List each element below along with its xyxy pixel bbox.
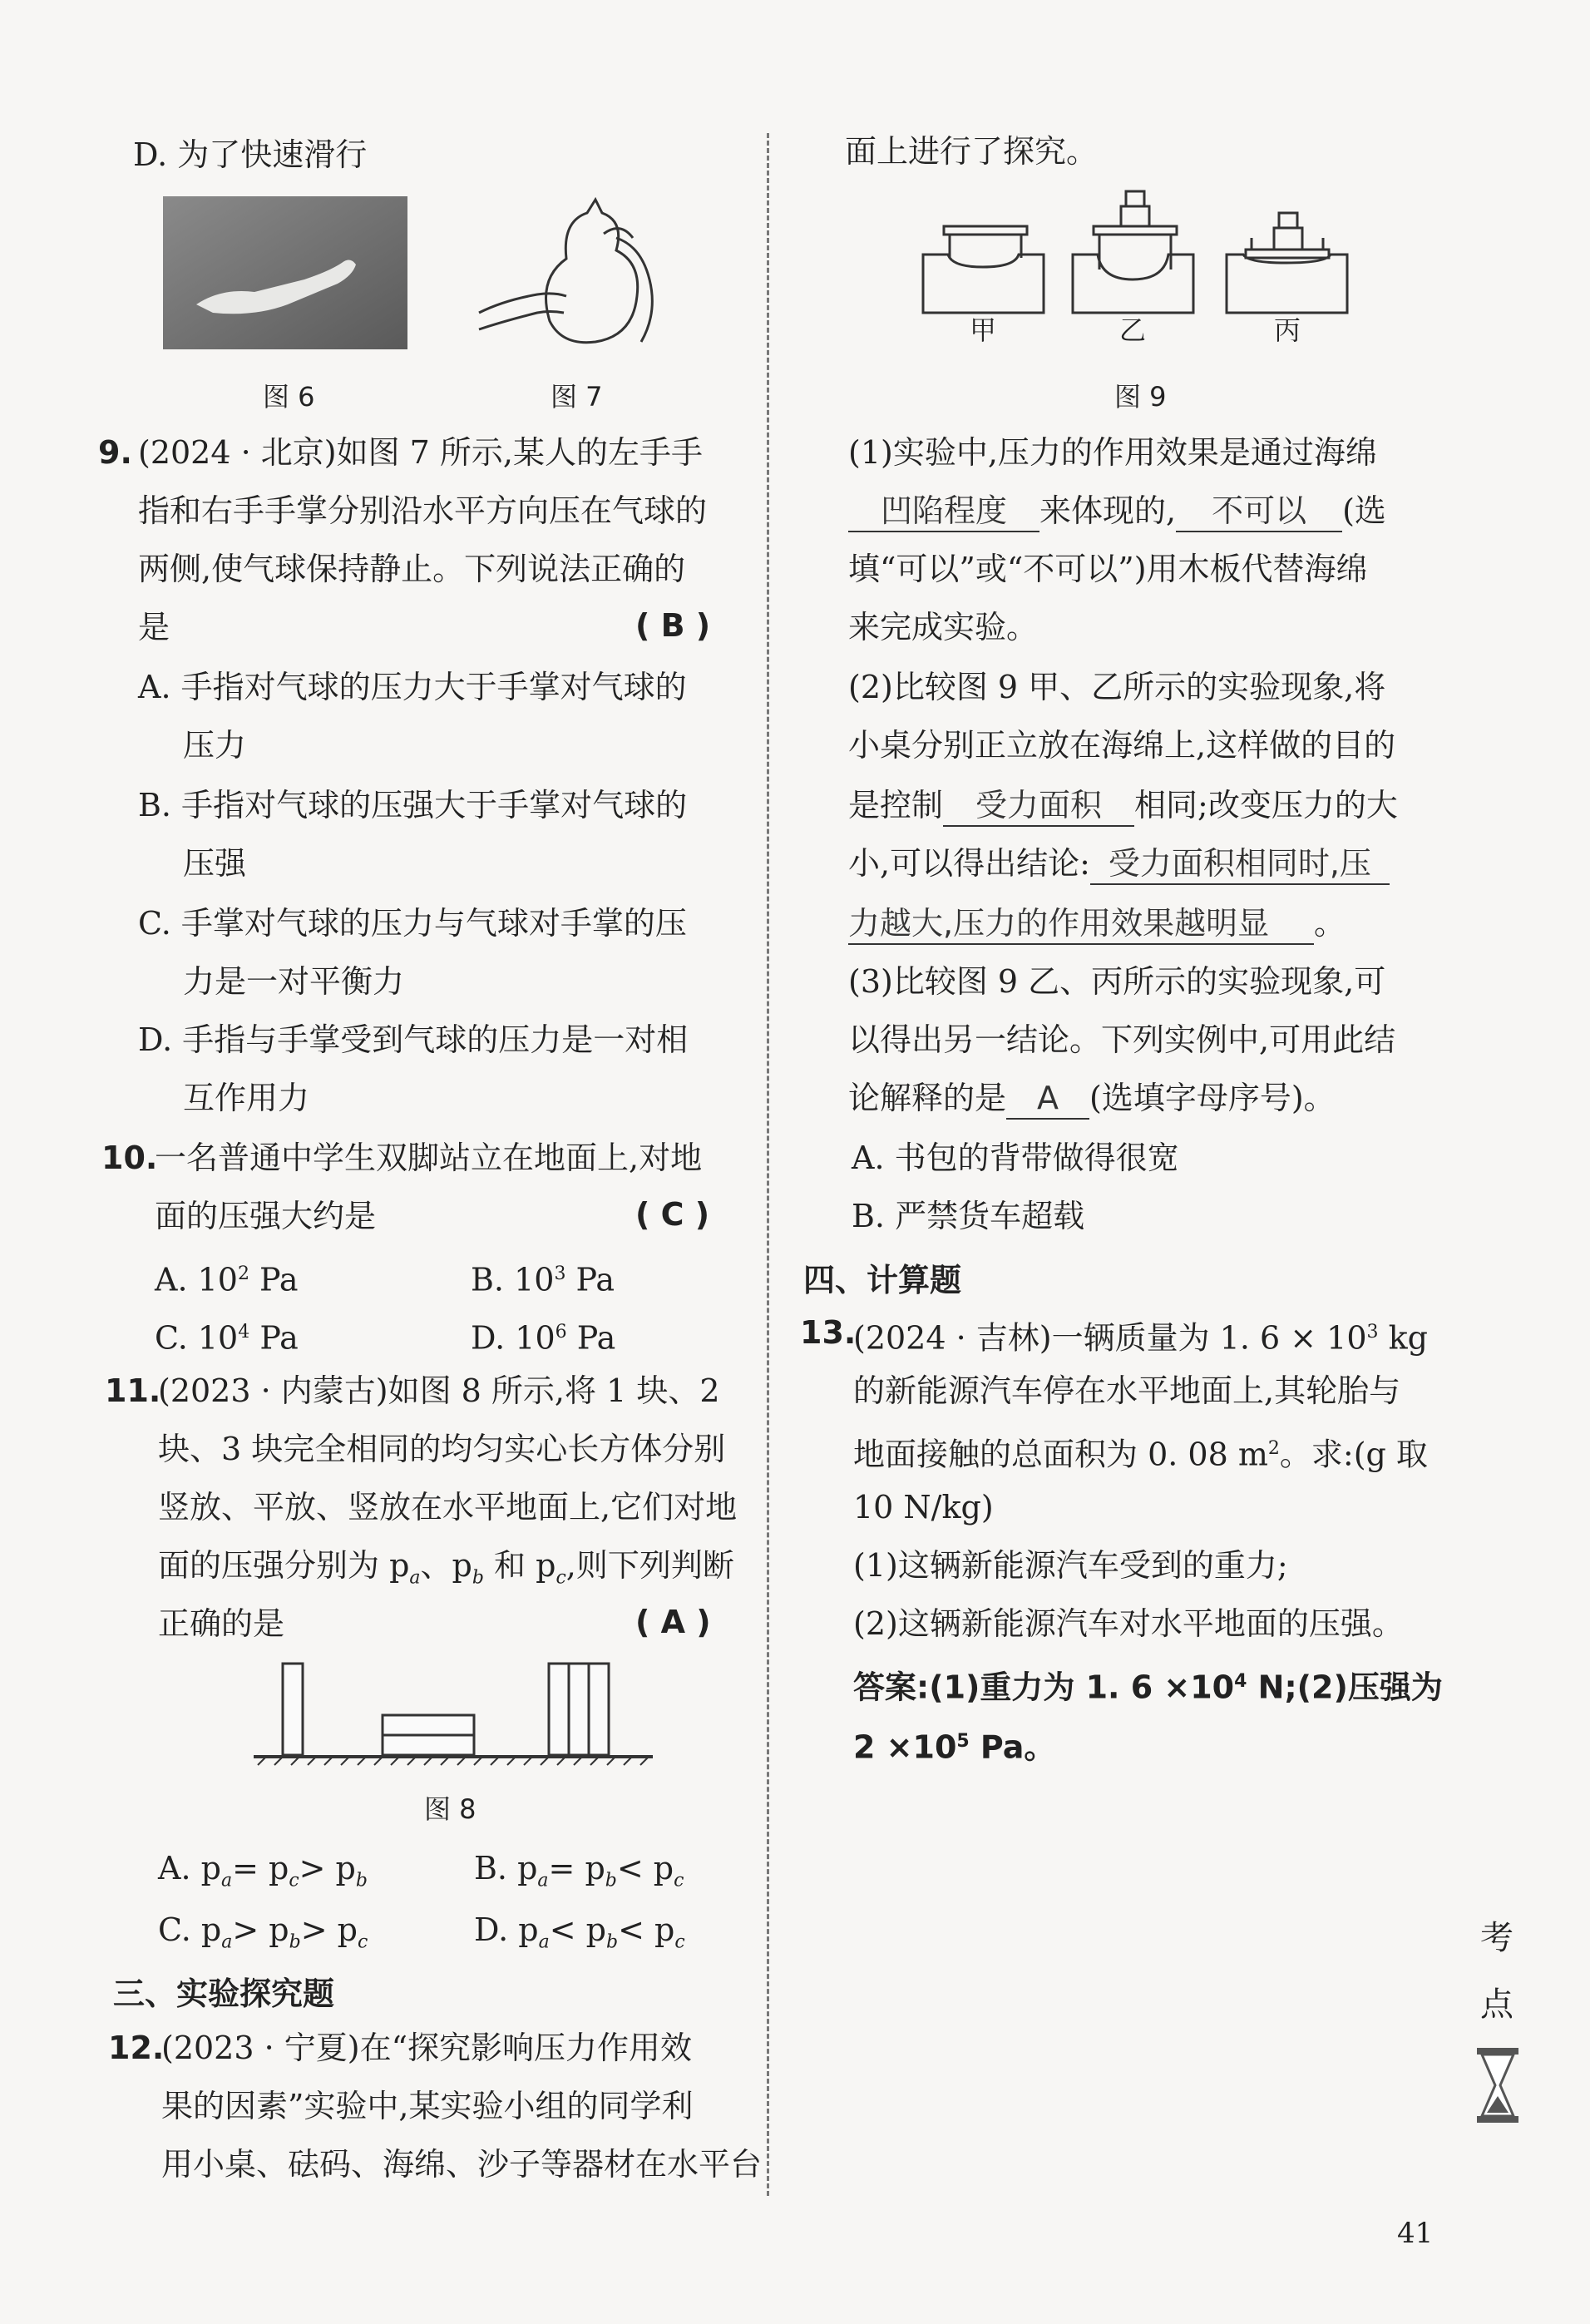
q11-line-4: 面的压强分别为 $p_a$、$p_b$ 和 $p_c$,则下列判断 [158, 1547, 734, 1589]
q12-option-b: B. 严禁货车超载 [852, 1198, 1085, 1234]
section-3-heading: 三、实验探究题 [113, 1975, 335, 2012]
q12-blank-1: 凹陷程度 [848, 491, 1039, 532]
q11-answer: ( A ) [635, 1604, 711, 1640]
figure-8-drawing [249, 1655, 657, 1772]
q12-blank-4a: 受力面积相同时,压 [1090, 843, 1390, 885]
q10-option-b: B. $10^3$ Pa [471, 1261, 615, 1298]
q12-part1-line1: (1)实验中,压力的作用效果是通过海绵 [848, 434, 1377, 471]
q13-line-2: 的新能源汽车停在水平地面上,其轮胎与 [853, 1372, 1401, 1409]
hourglass-icon [1475, 2046, 1520, 2124]
q9-number: 9. [98, 434, 132, 471]
q11-line-3: 竖放、平放、竖放在水平地面上,它们对地 [158, 1489, 738, 1525]
q13-number: 13. [800, 1314, 857, 1351]
side-tab-char-1: 考 [1480, 1919, 1513, 1957]
q12-part2-line4: 小,可以得出结论: 受力面积相同时,压 [848, 843, 1390, 885]
q12-line-2: 果的因素”实验中,某实验小组的同学利 [161, 2088, 694, 2124]
q11-line-5: 正确的是 [158, 1605, 285, 1642]
figure-6-photo [163, 196, 407, 349]
q13-line-5: (1)这辆新能源汽车受到的重力; [853, 1547, 1288, 1584]
q11-option-a: A. $p_a= p_c> p_b$ [158, 1850, 368, 1891]
q12-part2-line3: 是控制 受力面积 相同;改变压力的大 [848, 785, 1398, 827]
figure-9-label-jia: 甲 [970, 314, 997, 346]
q11-option-c: C. $p_a> p_b> p_c$ [158, 1911, 368, 1953]
q12-number: 12. [108, 2030, 165, 2066]
q9-answer: ( B ) [635, 607, 711, 644]
figure-9-caption: 图 9 [1114, 381, 1167, 413]
section-4-heading: 四、计算题 [803, 1262, 962, 1298]
q13-line-4: 10 N/kg) [853, 1489, 994, 1525]
q12-part2-line5: 力越大,压力的作用效果越明显 。 [848, 903, 1346, 945]
q9-option-b: B. 手指对气球的压强大于手掌对气球的 [138, 787, 688, 823]
q12-blank-2: 不可以 [1176, 491, 1342, 532]
q11-option-b: B. $p_a= p_b< p_c$ [474, 1850, 684, 1891]
q9-option-b-cont: 压强 [183, 845, 247, 882]
q10-line-2: 面的压强大约是 [155, 1198, 377, 1234]
q12-continuation: 面上进行了探究。 [845, 133, 1099, 170]
q9-option-c-cont: 力是一对平衡力 [183, 963, 405, 1000]
figure-9-label-yi: 乙 [1119, 314, 1147, 346]
q9-option-d: D. 手指与手掌受到气球的压力是一对相 [138, 1021, 689, 1058]
q13-answer-line-1: 答案:(1)重力为 1. $6 \times 10^4$ N;(2)压强为 [853, 1669, 1443, 1706]
q11-line-1: (2023 · 内蒙古)如图 8 所示,将 1 块、2 [158, 1372, 720, 1409]
q9-option-a: A. 手指对气球的压力大于手掌对气球的 [138, 669, 687, 705]
figure-9-label-bing: 丙 [1274, 314, 1301, 346]
q12-option-a: A. 书包的背带做得很宽 [852, 1140, 1179, 1176]
figure-6-caption: 图 6 [263, 381, 315, 413]
q9-line-3: 两侧,使气球保持静止。下列说法正确的 [138, 551, 686, 587]
q12-part3-line3: 论解释的是 A (选填字母序号)。 [848, 1078, 1336, 1120]
q10-line-1: 一名普通中学生双脚站立在地面上,对地 [155, 1140, 703, 1176]
q9-option-d-cont: 互作用力 [183, 1080, 310, 1116]
q12-line-3: 用小桌、砝码、海绵、沙子等器材在水平台 [161, 2146, 763, 2183]
q9-line-1: (2024 · 北京)如图 7 所示,某人的左手手 [138, 434, 704, 471]
q8-option-d: D. 为了快速滑行 [133, 136, 368, 173]
q10-option-d: D. $10^6$ Pa [471, 1319, 616, 1357]
q11-line-2: 块、3 块完全相同的均匀实心长方体分别 [158, 1431, 726, 1467]
q9-line-4: 是 [138, 609, 170, 645]
q10-number: 10. [101, 1140, 158, 1176]
q12-part1-line4: 来完成实验。 [848, 609, 1039, 645]
q12-blank-5: A [1006, 1078, 1089, 1120]
q12-part2-line1: (2)比较图 9 甲、乙所示的实验现象,将 [848, 669, 1386, 705]
q9-line-2: 指和右手手掌分别沿水平方向压在气球的 [138, 492, 708, 529]
q9-option-a-cont: 压力 [183, 727, 247, 764]
q13-answer-line-2: $2 \times 10^5$ Pa。 [853, 1728, 1056, 1766]
q13-line-3: 地面接触的总面积为 0. 08 $m^2$。求:(g 取 [853, 1436, 1428, 1473]
q13-line-6: (2)这辆新能源汽车对水平地面的压强。 [853, 1605, 1404, 1642]
side-tab-char-2: 点 [1480, 1985, 1513, 2024]
q12-line-1: (2023 · 宁夏)在“探究影响压力作用效 [161, 2030, 693, 2066]
q13-line-1: (2024 · 吉林)一辆质量为 1. $6 \times 10^3$ kg [853, 1319, 1428, 1357]
q12-part1-line2: 凹陷程度 来体现的, 不可以 (选 [848, 491, 1386, 532]
column-divider [767, 133, 769, 2196]
figure-8-caption: 图 8 [424, 1793, 477, 1825]
q12-blank-3: 受力面积 [943, 785, 1134, 827]
q10-answer: ( C ) [635, 1196, 710, 1233]
q12-part3-line1: (3)比较图 9 乙、丙所示的实验现象,可 [848, 963, 1386, 1000]
page-number: 41 [1397, 2217, 1434, 2250]
q12-part2-line2: 小桌分别正立放在海绵上,这样做的目的 [848, 727, 1396, 764]
q10-option-a: A. $10^2$ Pa [155, 1261, 299, 1298]
q11-number: 11. [105, 1372, 161, 1409]
q10-option-c: C. $10^4$ Pa [155, 1319, 299, 1357]
figure-7-drawing [471, 188, 679, 351]
q11-option-d: D. $p_a< p_b< p_c$ [474, 1911, 685, 1953]
q9-option-c: C. 手掌对气球的压力与气球对手掌的压 [138, 905, 687, 942]
figure-7-caption: 图 7 [551, 381, 603, 413]
q12-blank-4b: 力越大,压力的作用效果越明显 [848, 903, 1314, 945]
q12-part3-line2: 以得出另一结论。下列实例中,可用此结 [848, 1021, 1396, 1058]
q12-part1-line3: 填“可以”或“不可以”)用木板代替海绵 [848, 551, 1368, 587]
